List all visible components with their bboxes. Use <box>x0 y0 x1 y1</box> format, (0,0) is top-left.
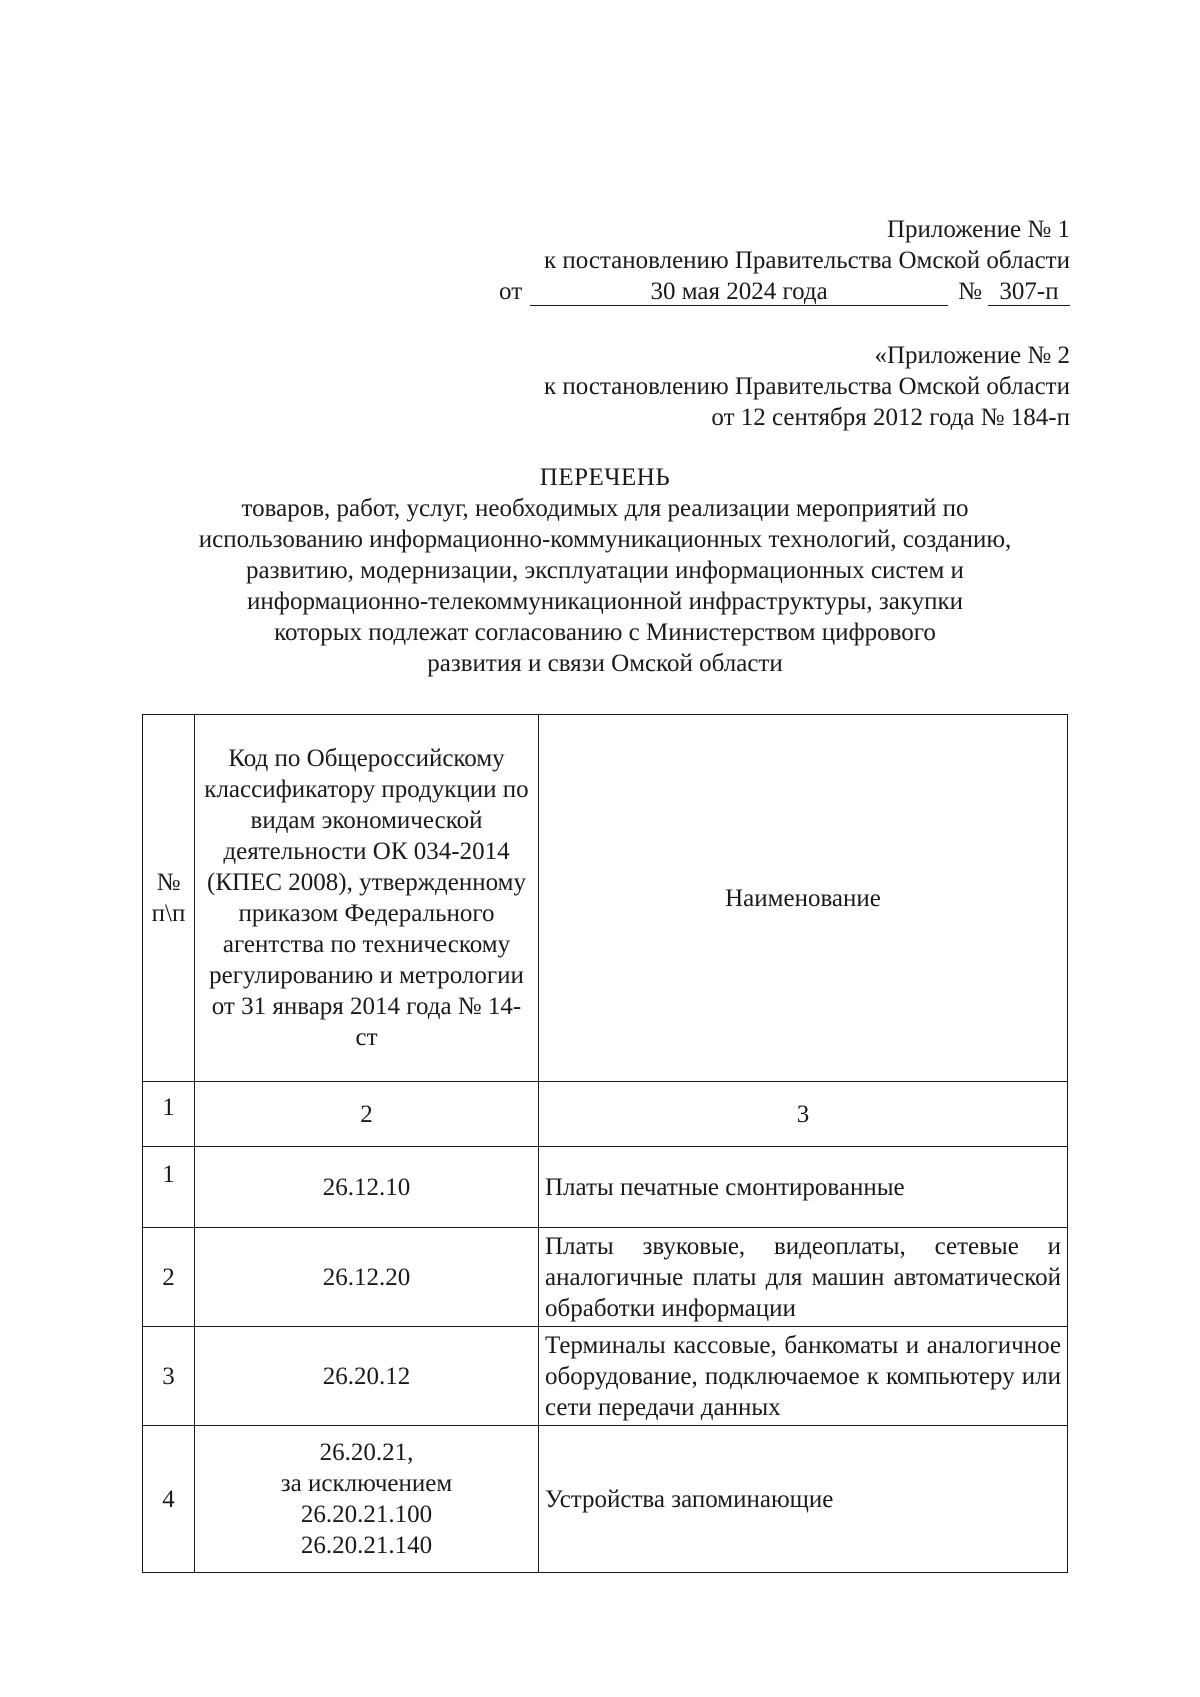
row-code-line: 26.12.20 <box>322 1263 411 1291</box>
row-code-line: 26.20.21.100 <box>300 1501 433 1528</box>
appendix-1-from-prefix: от <box>499 278 523 305</box>
row-name: Платы звуковые, видеоплаты, сетевые и аналогичные платы для машин автоматической обработки информации <box>539 1228 1068 1327</box>
row-name: Платы печатные смонтированные <box>539 1147 1068 1228</box>
appendix-2-title: «Приложение № 2 <box>874 342 1070 369</box>
goods-table-wrapper <box>142 714 1067 1573</box>
row-code-line: 26.20.21.140 <box>300 1532 433 1559</box>
column-number: 1 <box>143 1082 195 1147</box>
appendix-1-number-prefix: № <box>958 278 982 305</box>
document-title: ПЕРЕЧЕНЬ <box>539 464 671 491</box>
table-row <box>143 1228 1068 1327</box>
row-code <box>195 1327 539 1426</box>
appendix-1-block <box>499 214 1070 307</box>
appendix-2-block <box>544 340 1070 433</box>
table-header-row <box>143 715 1068 1082</box>
row-code <box>195 1228 539 1327</box>
row-name: Устройства запоминающие <box>539 1426 1068 1573</box>
appendix-1-number: 307-п <box>988 279 1070 306</box>
row-code <box>195 1147 539 1228</box>
header-name: Наименование <box>539 715 1068 1082</box>
row-code-line: 26.12.10 <box>322 1173 411 1201</box>
column-number: 2 <box>195 1082 539 1147</box>
goods-table <box>142 714 1068 1573</box>
appendix-1-order-line <box>499 276 1070 307</box>
row-code-line: за исключением <box>280 1470 453 1497</box>
heading-line: использованию информационно-коммуникационных технологий, созданию, <box>198 526 1012 553</box>
appendix-2-reference: к постановлению Правительства Омской области <box>543 373 1070 400</box>
row-number: 4 <box>143 1426 195 1573</box>
appendix-1-title: Приложение № 1 <box>886 216 1070 243</box>
appendix-1-reference: к постановлению Правительства Омской области <box>543 247 1070 274</box>
column-number: 3 <box>539 1082 1068 1147</box>
row-number: 2 <box>143 1228 195 1327</box>
heading-line: которых подлежат согласованию с Министерством цифрового <box>274 619 936 646</box>
table-row <box>143 1327 1068 1426</box>
row-code <box>195 1426 539 1573</box>
row-name: Терминалы кассовые, банкоматы и аналогичное оборудование, подключаемое к компьютеру или сети передачи данных <box>539 1327 1068 1426</box>
row-number: 1 <box>143 1147 195 1228</box>
appendix-1-date: 30 мая 2024 года <box>530 279 948 306</box>
table-row <box>143 1147 1068 1228</box>
column-number-row <box>143 1082 1068 1147</box>
document-heading <box>130 462 1080 679</box>
heading-line: товаров, работ, услуг, необходимых для реализации мероприятий по <box>241 495 969 522</box>
header-number: № п\п <box>143 715 195 1082</box>
row-number: 3 <box>143 1327 195 1426</box>
appendix-2-date-line: от 12 сентября 2012 года № 184-п <box>711 404 1070 431</box>
heading-line: развитию, модернизации, эксплуатации информационных систем и <box>246 557 964 584</box>
row-code-line: 26.20.21, <box>319 1439 414 1466</box>
heading-line: развития и связи Омской области <box>427 650 783 677</box>
heading-line: информационно-телекоммуникационной инфраструктуры, закупки <box>247 588 963 615</box>
row-code-line: 26.20.12 <box>322 1362 411 1390</box>
header-code: Код по Общероссийскому классификатору продукции по видам экономической деятельности ОК 034-2014 (КПЕС 2008), утвержденному приказом Федерального агентства по техническому регулированию и метрологии от 31 января 2014 года № 14-ст <box>195 715 539 1082</box>
table-row <box>143 1426 1068 1573</box>
